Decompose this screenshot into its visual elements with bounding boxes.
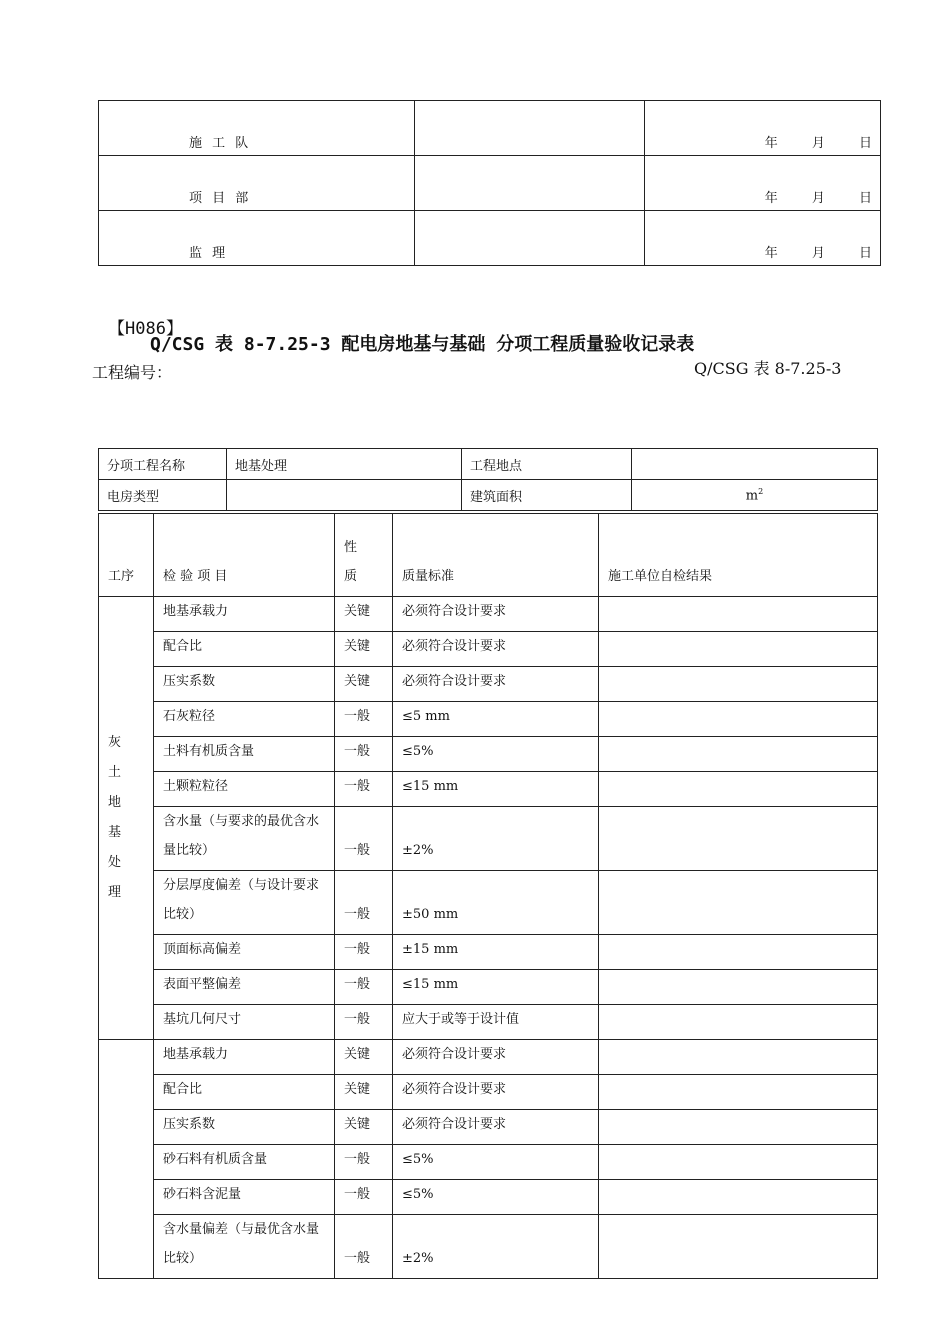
item-cell: 砂石料有机质含量 bbox=[154, 1145, 335, 1180]
item-cell: 分层厚度偏差（与设计要求比较） bbox=[154, 871, 335, 935]
result-cell[interactable] bbox=[599, 1110, 878, 1145]
nature-cell: 一般 bbox=[335, 1215, 393, 1279]
col-process: 工序 bbox=[99, 514, 154, 597]
date-cell[interactable]: 年 月 日 bbox=[645, 156, 881, 211]
signature-cell[interactable] bbox=[415, 211, 645, 266]
result-cell[interactable] bbox=[599, 871, 878, 935]
item-cell: 含水量偏差（与最优含水量比较） bbox=[154, 1215, 335, 1279]
col-result: 施工单位自检结果 bbox=[599, 514, 878, 597]
item-cell: 含水量（与要求的最优含水量比较） bbox=[154, 807, 335, 871]
item-cell: 石灰粒径 bbox=[154, 702, 335, 737]
result-cell[interactable] bbox=[599, 1040, 878, 1075]
role-cell: 监 理 bbox=[99, 211, 415, 266]
area-value[interactable] bbox=[632, 480, 878, 511]
subproject-value[interactable]: 地基处理 bbox=[227, 449, 462, 480]
item-cell: 表面平整偏差 bbox=[154, 970, 335, 1005]
signoff-row bbox=[99, 156, 881, 211]
role-cell: 施 工 队 bbox=[99, 101, 415, 156]
standard-cell: ≤5 mm bbox=[393, 702, 599, 737]
nature-cell: 关键 bbox=[335, 1075, 393, 1110]
role-cell: 项 目 部 bbox=[99, 156, 415, 211]
col-standard: 质量标准 bbox=[393, 514, 599, 597]
room-type-label: 电房类型 bbox=[99, 480, 227, 511]
result-cell[interactable] bbox=[599, 667, 878, 702]
standard-cell: 必须符合设计要求 bbox=[393, 667, 599, 702]
area-unit: m bbox=[745, 488, 759, 504]
nature-cell: 关键 bbox=[335, 597, 393, 632]
date-cell[interactable]: 年 月 日 bbox=[645, 101, 881, 156]
standard-cell: ≤5% bbox=[393, 1180, 599, 1215]
standard-cell: ≤15 mm bbox=[393, 970, 599, 1005]
result-cell[interactable] bbox=[599, 1180, 878, 1215]
area-unit-sup: 2 bbox=[758, 486, 764, 496]
form-number: Q/CSG 表 8-7.25-3 bbox=[694, 360, 842, 378]
standard-cell: 必须符合设计要求 bbox=[393, 1110, 599, 1145]
col-nature bbox=[335, 514, 393, 597]
result-cell[interactable] bbox=[599, 702, 878, 737]
date-cell[interactable]: 年 月 日 bbox=[645, 211, 881, 266]
table-row bbox=[99, 632, 878, 667]
location-label: 工程地点 bbox=[462, 449, 632, 480]
table-row bbox=[99, 1005, 878, 1040]
nature-cell: 关键 bbox=[335, 1040, 393, 1075]
signature-cell[interactable] bbox=[415, 101, 645, 156]
result-cell[interactable] bbox=[599, 1215, 878, 1279]
item-cell: 砂石料含泥量 bbox=[154, 1180, 335, 1215]
standard-cell: ±2% bbox=[393, 1215, 599, 1279]
area-label: 建筑面积 bbox=[462, 480, 632, 511]
nature-cell: 一般 bbox=[335, 807, 393, 871]
nature-cell: 一般 bbox=[335, 1180, 393, 1215]
item-cell: 配合比 bbox=[154, 632, 335, 667]
result-cell[interactable] bbox=[599, 632, 878, 667]
table-row bbox=[99, 702, 878, 737]
item-cell: 土颗粒粒径 bbox=[154, 772, 335, 807]
nature-cell: 一般 bbox=[335, 1005, 393, 1040]
process-cell bbox=[99, 1040, 154, 1279]
table-row bbox=[99, 597, 878, 632]
standard-cell: 必须符合设计要求 bbox=[393, 1040, 599, 1075]
result-cell[interactable] bbox=[599, 1145, 878, 1180]
table-row bbox=[99, 737, 878, 772]
signoff-row bbox=[99, 101, 881, 156]
table-row bbox=[99, 1040, 878, 1075]
standard-cell: 必须符合设计要求 bbox=[393, 632, 599, 667]
standard-cell: ≤5% bbox=[393, 737, 599, 772]
result-cell[interactable] bbox=[599, 1075, 878, 1110]
standard-cell: 必须符合设计要求 bbox=[393, 597, 599, 632]
table-row bbox=[99, 935, 878, 970]
table-row bbox=[99, 970, 878, 1005]
table-row bbox=[99, 772, 878, 807]
result-cell[interactable] bbox=[599, 737, 878, 772]
standard-cell: ±15 mm bbox=[393, 935, 599, 970]
col-item: 检 验 项 目 bbox=[154, 514, 335, 597]
item-cell: 顶面标高偏差 bbox=[154, 935, 335, 970]
item-cell: 压实系数 bbox=[154, 1110, 335, 1145]
result-cell[interactable] bbox=[599, 1005, 878, 1040]
table-row bbox=[99, 1075, 878, 1110]
nature-cell: 一般 bbox=[335, 737, 393, 772]
page-title: Q/CSG 表 8-7.25-3 配电房地基与基础 分项工程质量验收记录表 bbox=[150, 334, 695, 355]
table-row bbox=[99, 807, 878, 871]
signature-cell[interactable] bbox=[415, 156, 645, 211]
item-cell: 土料有机质含量 bbox=[154, 737, 335, 772]
nature-cell: 一般 bbox=[335, 1145, 393, 1180]
nature-cell: 关键 bbox=[335, 632, 393, 667]
form-code: 【H086】 bbox=[108, 319, 183, 339]
standard-cell: 应大于或等于设计值 bbox=[393, 1005, 599, 1040]
table-row bbox=[99, 1110, 878, 1145]
result-cell[interactable] bbox=[599, 935, 878, 970]
table-row bbox=[99, 871, 878, 935]
signoff-table bbox=[98, 100, 881, 266]
table-row bbox=[99, 667, 878, 702]
item-cell: 地基承载力 bbox=[154, 1040, 335, 1075]
header-table bbox=[98, 448, 878, 511]
result-cell[interactable] bbox=[599, 597, 878, 632]
result-cell[interactable] bbox=[599, 970, 878, 1005]
standard-cell: 必须符合设计要求 bbox=[393, 1075, 599, 1110]
nature-cell: 关键 bbox=[335, 1110, 393, 1145]
nature-cell: 一般 bbox=[335, 935, 393, 970]
project-number-label: 工程编号： bbox=[92, 363, 173, 382]
standard-cell: ±2% bbox=[393, 807, 599, 871]
standard-cell: ±50 mm bbox=[393, 871, 599, 935]
item-cell: 基坑几何尺寸 bbox=[154, 1005, 335, 1040]
location-value[interactable] bbox=[632, 449, 878, 480]
room-type-value[interactable] bbox=[227, 480, 462, 511]
table-header bbox=[99, 514, 878, 597]
nature-cell: 关键 bbox=[335, 667, 393, 702]
item-cell: 压实系数 bbox=[154, 667, 335, 702]
table-row bbox=[99, 1215, 878, 1279]
table-row bbox=[99, 1180, 878, 1215]
nature-cell: 一般 bbox=[335, 772, 393, 807]
col-nature-line2: 质 bbox=[344, 569, 358, 584]
process-cell: 灰土地基处理 bbox=[99, 597, 154, 1040]
result-cell[interactable] bbox=[599, 807, 878, 871]
item-cell: 配合比 bbox=[154, 1075, 335, 1110]
standard-cell: ≤5% bbox=[393, 1145, 599, 1180]
nature-cell: 一般 bbox=[335, 871, 393, 935]
result-cell[interactable] bbox=[599, 772, 878, 807]
item-cell: 地基承载力 bbox=[154, 597, 335, 632]
nature-cell: 一般 bbox=[335, 702, 393, 737]
inspection-table bbox=[98, 513, 878, 1279]
signoff-row bbox=[99, 211, 881, 266]
nature-cell: 一般 bbox=[335, 970, 393, 1005]
standard-cell: ≤15 mm bbox=[393, 772, 599, 807]
col-nature-line1: 性 bbox=[344, 540, 358, 555]
table-row bbox=[99, 1145, 878, 1180]
subproject-label: 分项工程名称 bbox=[99, 449, 227, 480]
